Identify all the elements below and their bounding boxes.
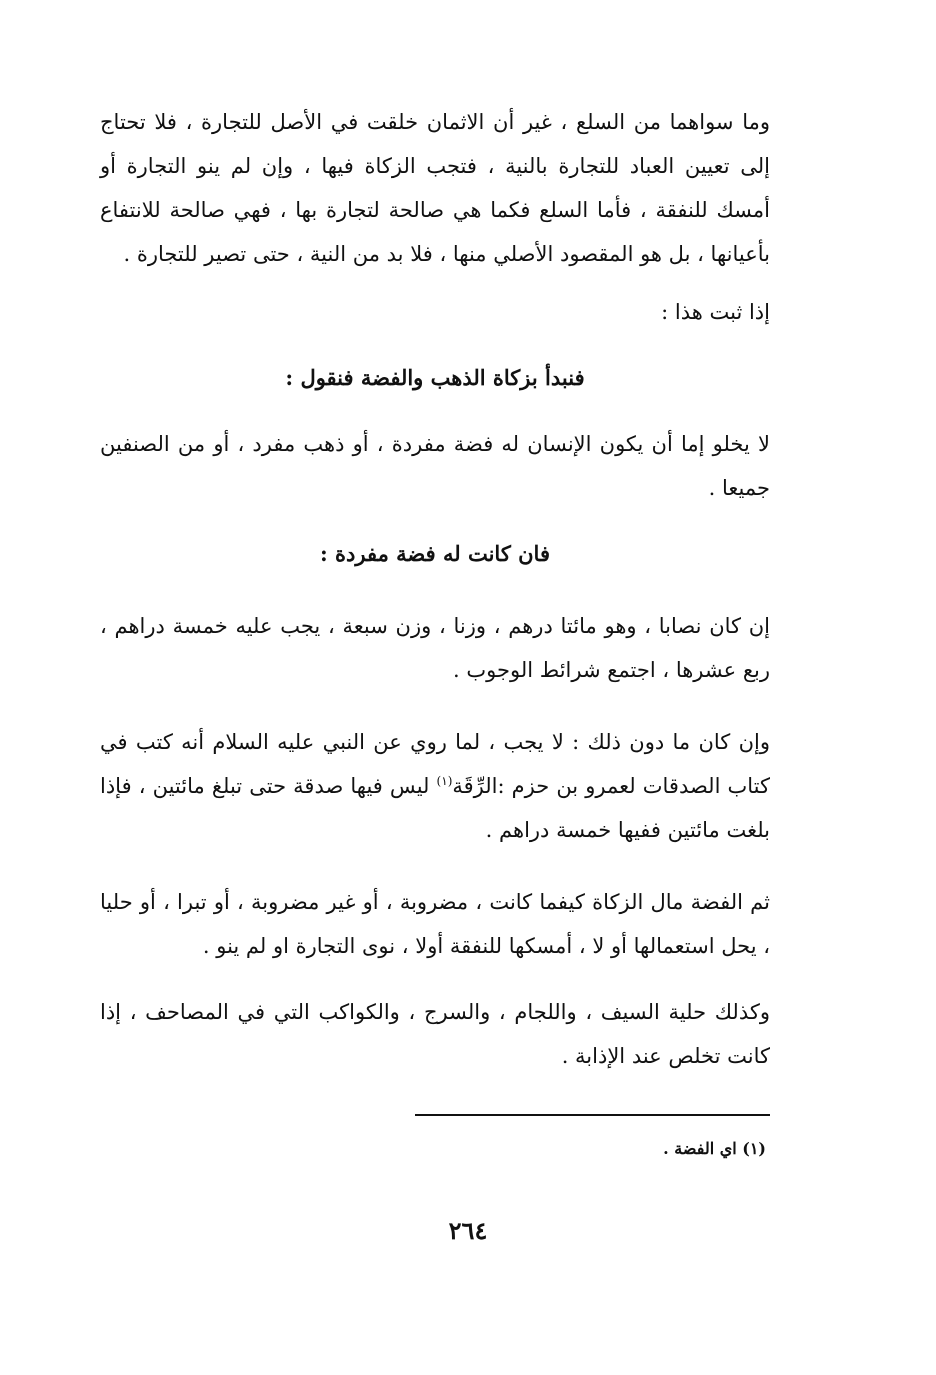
paragraph-text: وإن كان ما دون ذلك : لا يجب ، لما روي عن النبي عليه السلام أنه كتب في كتاب الصدقات لعمرو بن حزم :الرِّقَة	[100, 730, 771, 798]
paragraph-text: ليس فيها صدقة حتى تبلغ مائتين ، فإذا بلغت مائتين ففيها خمسة دراهم .	[100, 774, 770, 842]
paragraph: لا يخلو إما أن يكون الإنسان له فضة مفردة ، أو ذهب مفرد ، أو من الصنفين جميعا .	[100, 432, 770, 500]
paragraph: وما سواهما من السلع ، غير أن الاثمان خلقت في الأصل للتجارة ، فلا تحتاج إلى تعيين العباد للتجارة بالنية ، فتجب الزكاة فيها ، وإن لم ينو التجارة أو أمسك للنفقة ، فأما السلع فكما هي صالحة لتجارة بها ، فهي صالحة للانتفاع بأعيانها ، بل هو المقصود الأصلي منها ، فلا بد من النية ، حتى تصير للتجارة .	[100, 110, 770, 266]
footnote-divider	[415, 1114, 770, 1116]
footnote: (١) اي الفضة .	[663, 1139, 766, 1158]
paragraph	[100, 720, 770, 852]
paragraph: إذا ثبت هذا :	[661, 300, 770, 324]
paragraph: ثم الفضة مال الزكاة كيفما كانت ، مضروبة ، أو غير مضروبة ، أو تبرا ، أو حليا ، يحل استعمالها أو لا ، أمسكها للنفقة أولا ، نوى التجارة او لم ينو .	[100, 890, 770, 958]
page-number: ٢٦٤	[448, 1216, 488, 1245]
page-body	[100, 100, 770, 1078]
section-heading: فان كانت له فضة مفردة :	[319, 541, 550, 566]
section-heading: فنبدأ بزكاة الذهب والفضة فنقول :	[285, 365, 585, 390]
paragraph: وكذلك حلية السيف ، واللجام ، والسرج ، والكواكب التي في المصاحف ، إذا كانت تخلص عند الإذابة .	[100, 1000, 770, 1068]
footnote-reference: (١)	[436, 774, 453, 788]
paragraph: إن كان نصابا ، وهو مائتا درهم ، وزنا ، وزن سبعة ، يجب عليه خمسة دراهم ، ربع عشرها ، اجتمع شرائط الوجوب .	[100, 614, 770, 682]
